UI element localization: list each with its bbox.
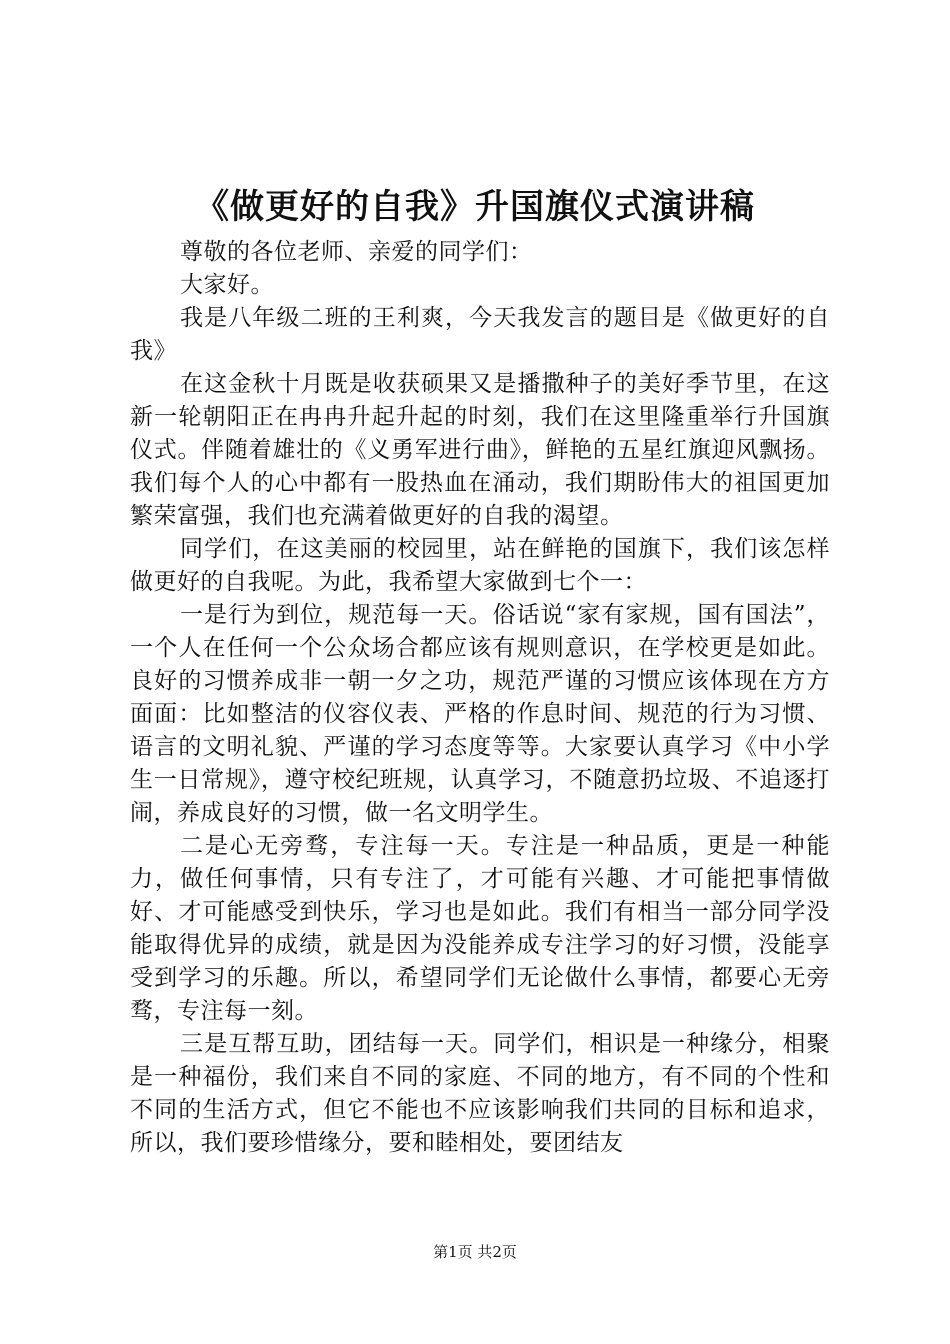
paragraph-point-two: 二是心无旁骛，专注每一天。专注是一种品质，更是一种能力，做任何事情，只有专注了，才可能有兴趣、才可能把事情做好、才可能感受到快乐，学习也是如此。我们有相当一部分同学没能取得优异的成绩，就是因为没能养成专注学习的好习惯，没能享受到学习的乐趣。所以，希望同学们无论做什么事情，都要心无旁骛，专注每一刻。 xyxy=(130,833,830,1024)
document-body xyxy=(130,236,830,1160)
paragraph-seven-ones: 同学们，在这美丽的校园里，站在鲜艳的国旗下，我们该怎样做更好的自我呢。为此，我希望大家做到七个一： xyxy=(130,536,830,595)
paragraph-point-one: 一是行为到位，规范每一天。俗话说“家有家规，国有国法”，一个人在任何一个公众场合都应该有规则意识，在学校更是如此。良好的习惯养成非一朝一夕之功，规范严谨的习惯应该体现在方方面面：比如整洁的仪容仪表、严格的作息时间、规范的行为习惯、语言的文明礼貌、严谨的学习态度等等。大家要认真学习《中小学生一日常规》，遵守校纪班规，认真学习，不随意扔垃圾、不追逐打闹，养成良好的习惯，做一名文明学生。 xyxy=(130,602,830,826)
document-title: 《做更好的自我》升国旗仪式演讲稿 xyxy=(195,187,755,227)
paragraph-point-three: 三是互帮互助，团结每一天。同学们，相识是一种缘分，相聚是一种福份，我们来自不同的家庭、不同的地方，有不同的个性和不同的生活方式，但它不能也不应该影响我们共同的目标和追求，所以，我们要珍惜缘分，要和睦相处，要团结友 xyxy=(130,1031,830,1156)
paragraph-greeting: 大家好。 xyxy=(180,272,274,298)
paragraph-intro: 我是八年级二班的王利爽，今天我发言的题目是《做更好的自我》 xyxy=(130,305,830,364)
paragraph-season: 在这金秋十月既是收获硕果又是播撒种子的美好季节里，在这新一轮朝阳正在冉冉升起升起的时刻，我们在这里隆重举行升国旗仪式。伴随着雄壮的《义勇军进行曲》，鲜艳的五星红旗迎风飘扬。我们每个人的心中都有一股热血在涌动，我们期盼伟大的祖国更加繁荣富强，我们也充满着做更好的自我的渴望。 xyxy=(130,371,830,529)
paragraph-salutation: 尊敬的各位老师、亲爱的同学们： xyxy=(180,239,533,265)
page-footer: 第1页 共2页 xyxy=(433,1243,517,1261)
